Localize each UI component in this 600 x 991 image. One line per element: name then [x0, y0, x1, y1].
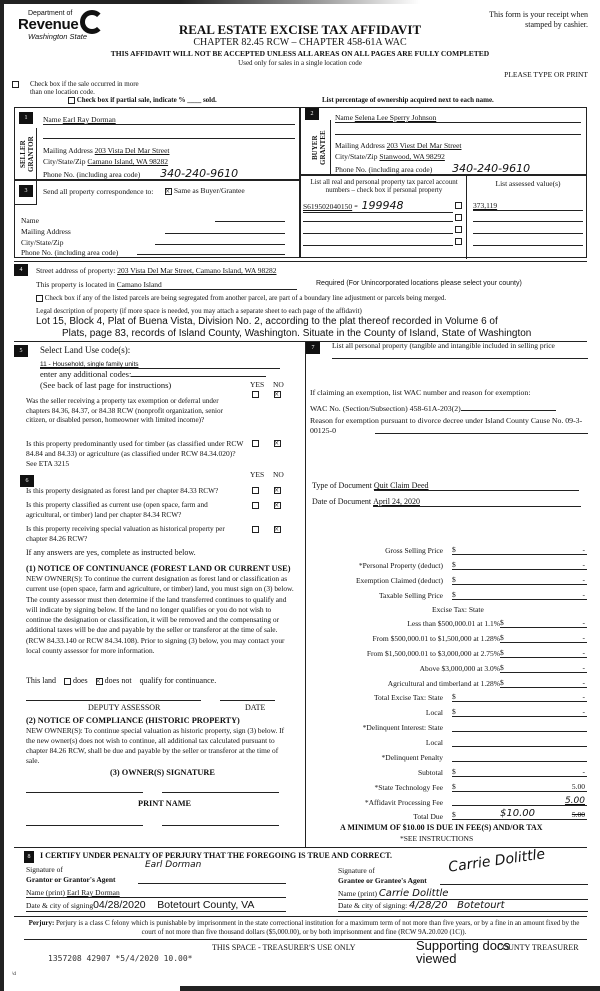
- segregate-row: Check box if any of the listed parcels are being segregated from another parcel, are part of a boundary line adjustment or parcels being merged.: [36, 294, 446, 302]
- assessed-value: 373,119: [473, 201, 583, 211]
- grantee-date-row: Date & city of signing: 4/28/20 Botetourt: [338, 900, 588, 912]
- seller-city[interactable]: Camano Island, WA 98282: [87, 157, 169, 166]
- partial-sale-row: [68, 96, 217, 104]
- total-label: *Affidavit Processing Fee: [364, 798, 443, 807]
- assessed-header: List assessed value(s): [495, 179, 561, 188]
- additional-codes-input[interactable]: [131, 376, 266, 377]
- gross-selling-price[interactable]: $ -: [452, 545, 585, 554]
- personal-property-checkbox-4[interactable]: [455, 238, 462, 245]
- grantee-sig-label-1: Signature of: [338, 866, 375, 875]
- taxable-selling-price[interactable]: $ -: [452, 590, 585, 599]
- grantee-name[interactable]: Carrie Dolittle: [378, 888, 449, 899]
- tier-label: From $500,000.01 to $1,500,000 at 1.28%: [372, 634, 500, 643]
- buyer-address[interactable]: 203 Viest Del Mar Street: [386, 141, 462, 150]
- delinquent-interest-state[interactable]: [452, 722, 587, 732]
- corr-phone-label: Phone No. (including area code): [21, 248, 119, 257]
- exemption-label: If claiming an exemption, list WAC number and reason for exemption:: [310, 388, 531, 397]
- section-number: 5: [14, 345, 28, 357]
- legal-line-1: Lot 15, Block 4, Plat of Buena Vista, Division No. 2, according to the plat thereof recorded in Volume 6 of: [36, 316, 498, 327]
- county-treasurer-label: COUNTY TREASURER: [497, 943, 579, 952]
- exemption-claimed[interactable]: $ -: [452, 575, 585, 584]
- d1-yes-checkbox[interactable]: [252, 487, 259, 494]
- d2-yes-checkbox[interactable]: [252, 502, 259, 509]
- seller-section: [14, 107, 300, 180]
- wac-number[interactable]: 458-61A-203(2): [409, 404, 461, 413]
- total-label: *Delinquent Interest: State: [362, 723, 443, 732]
- tier-label: Above $3,000,000 at 3.0%: [419, 664, 500, 673]
- section-number: 8: [24, 851, 34, 863]
- parcel-row-1: [303, 199, 453, 213]
- treasurer-stamp: 1357208 42907 *5/4/2020 10.00*: [48, 954, 193, 963]
- tier-2-value[interactable]: $ -: [500, 633, 585, 642]
- does-checkbox[interactable]: [64, 678, 71, 685]
- buyer-name-row: Name Selena Lee Sperry Johnson: [335, 113, 437, 122]
- grantor-signature[interactable]: Earl Dorman: [145, 860, 202, 870]
- logo-dept: Department of: [28, 10, 73, 17]
- minimum-note: A MINIMUM OF $10.00 IS DUE IN FEE(S) AND/OR TAX: [340, 823, 543, 832]
- deputy-assessor-label: DEPUTY ASSESSOR: [88, 703, 161, 712]
- d1-no-checkbox[interactable]: [274, 487, 281, 494]
- correspondence-label: Send all property correspondence to:: [43, 187, 154, 196]
- grantor-sig-label-2: Grantor or Grantor's Agent: [26, 875, 116, 884]
- total-due[interactable]: $ $10.00 5.00: [452, 808, 585, 819]
- form-title: REAL ESTATE EXCISE TAX AFFIDAVIT: [178, 22, 422, 37]
- total-excise-state[interactable]: $ -: [452, 692, 585, 701]
- exemption-reason[interactable]: pursuant to divorce decree under Island County Cause No. 09-3-00125-0: [310, 416, 583, 435]
- q1-yes-checkbox[interactable]: [252, 391, 259, 398]
- seller-phone-row: Phone No. (including area code) 340-240-9610: [43, 167, 256, 180]
- buyer-city[interactable]: Stanwood, WA 98292: [379, 152, 445, 161]
- d2-no-checkbox[interactable]: [274, 502, 281, 509]
- calc-label: Gross Selling Price: [385, 546, 443, 555]
- total-label: *State Technology Fee: [374, 783, 443, 792]
- multi-location-checkbox[interactable]: [12, 81, 19, 88]
- grantee-signature[interactable]: Carrie Dolittle: [447, 846, 547, 876]
- no-header-6: NO: [273, 470, 284, 479]
- designation-q2: Is this property classified as current use (open space, farm and agricultural, or timber) land per chapter 84.34 RCW?: [26, 500, 208, 519]
- ownership-note: List percentage of ownership acquired next to each name.: [322, 96, 494, 104]
- affidavit-processing-fee[interactable]: 5.00: [452, 796, 587, 806]
- logo-revenue: Revenue: [18, 16, 79, 33]
- section-number: 7: [306, 342, 320, 354]
- tier-label: From $1,500,000.01 to $3,000,000 at 2.75%: [366, 649, 500, 658]
- yes-header: YES: [250, 380, 265, 389]
- does-not-checkbox[interactable]: [96, 678, 103, 685]
- reason-row: Reason for exemption pursuant to divorce decree under Island County Cause No. 09-3-00125-0: [310, 416, 583, 435]
- street-row: Street address of property: 203 Vista Del Mar Street, Camano Island, WA 98282: [36, 266, 277, 275]
- total-excise-local[interactable]: $ -: [452, 707, 585, 716]
- scan-edge-top: [0, 0, 600, 4]
- same-as-buyer-checkbox[interactable]: [165, 188, 172, 195]
- owner-signature-label: (3) OWNER(S) SIGNATURE: [110, 768, 215, 777]
- total-label: *Delinquent Penalty: [381, 753, 443, 762]
- doc-type-row: Type of Document Quit Claim Deed: [312, 481, 579, 491]
- multi-location-label: Check box if the sale occurred in more than one location code.: [30, 80, 139, 96]
- required-note: Required (For Unincorporated locations please select your county): [316, 280, 522, 287]
- grantor-name[interactable]: Earl Ray Dorman: [66, 888, 120, 897]
- logo-state: Washington State: [28, 32, 88, 41]
- legal-line-2: Plats, page 83, records of Island County, Washington. Situate in the County of Island, State of Washington: [62, 328, 532, 339]
- personal-property-label: List all personal property (tangible and intangible included in selling price: [332, 341, 555, 350]
- form-chapter: CHAPTER 82.45 RCW – CHAPTER 458-61A WAC: [193, 37, 407, 48]
- parcels-header: List all real and personal property tax parcel account numbers – check box if personal property: [310, 178, 458, 194]
- parcel-handwritten: - 199948: [354, 199, 404, 212]
- tier-1-value[interactable]: $ -: [500, 618, 585, 627]
- delinquent-interest-local[interactable]: [452, 737, 587, 747]
- yes-header-6: YES: [250, 470, 265, 479]
- date-label: DATE: [245, 703, 266, 712]
- buyer-side-label: BUYER GRANTEE: [311, 130, 327, 166]
- perjury-note: Perjury: Perjury is a class C felony which is punishable by imprisonment in the state correctional institution for a maximum term of not more than five years, or by a fine in an amount fixed by the court of not more than five thousand dollars ($5,000.00), or by both imprisonment and fine (RCW 9A.20.020 (1C)).: [28, 919, 580, 936]
- notice2-text: NEW OWNER(S): To continue special valuation as historic property, sign (3) below. If the new owner(s) does not wish to continue, all additional tax calculated pursuant to chapter 84.26 RCW, shall be due and payable by the seller or transferor at the time of sale.: [26, 726, 285, 765]
- seller-phone[interactable]: 340-240-9610: [142, 167, 256, 181]
- personal-property-checkbox-3[interactable]: [455, 226, 462, 233]
- seller-address[interactable]: 203 Vista Del Mar Street: [94, 146, 170, 155]
- notice1-text: NEW OWNER(S): To continue the current designation as forest land or classification as current use (open space, farm and agriculture, or timber) land, you must sign on (3) below. The county assessor must then determine if the land transferred continues to qualify and will indicate by signing below. If the land no longer qualifies or you do not wish to continue the designation or classification, it will be removed and the compensating or additional taxes will be due and payable by the seller or transferor at the time of sale. (RCW 84.33.140 or RCW 84.34.108). Prior to signing (3) below, you may contact your local county assessor for more information.: [26, 574, 294, 656]
- buyer-city-row: City/State/Zip Stanwood, WA 98292: [335, 152, 445, 161]
- located-row: This property is located in Camano Island: [36, 280, 297, 290]
- see-instructions: *SEE INSTRUCTIONS: [400, 834, 474, 843]
- total-label: Local: [425, 708, 443, 717]
- buyer-address-row: Mailing Address 203 Viest Del Mar Street: [335, 141, 462, 150]
- personal-property-checkbox-2[interactable]: [455, 214, 462, 221]
- corr-city-label: City/State/Zip: [21, 238, 64, 247]
- grantor-date-row: Date & city of signing04/28/2020 Botetourt County, VA: [26, 899, 286, 912]
- total-label: Total Excise Tax: State: [373, 693, 443, 702]
- personal-property-checkbox-1[interactable]: [455, 202, 462, 209]
- subtotal[interactable]: $ -: [452, 767, 585, 776]
- tier-5-value[interactable]: $ -: [500, 678, 585, 687]
- grantor-name-row: Name (print) Earl Ray Dorman: [26, 888, 286, 898]
- personal-property-deduct[interactable]: $ -: [452, 560, 585, 569]
- calc-label: Exemption Claimed (deduct): [355, 576, 443, 585]
- d3-yes-checkbox[interactable]: [252, 526, 259, 533]
- seller-name[interactable]: Earl Ray Dorman: [62, 115, 116, 124]
- treasurer-use-label: THIS SPACE - TREASURER'S USE ONLY: [212, 943, 356, 952]
- tier-label: Agricultural and timberland at 1.28%: [387, 679, 500, 688]
- buyer-phone-row: Phone No. (including area code) 340-240-9610: [335, 162, 548, 175]
- notice2-title: (2) NOTICE OF COMPLIANCE (HISTORIC PROPERTY): [26, 716, 240, 725]
- section-number: 6: [20, 475, 34, 487]
- calc-label: *Personal Property (deduct): [358, 561, 443, 570]
- legal-label: Legal description of property (if more space is needed, you may attach a separate sheet to each page of the affidavit): [36, 307, 362, 315]
- doc-date[interactable]: April 24, 2020: [373, 497, 581, 507]
- excise-header: Excise Tax: State: [432, 605, 484, 614]
- wac-row: WAC No. (Section/Subsection) 458-61A-203(2): [310, 404, 556, 413]
- corr-address-label: Mailing Address: [21, 227, 71, 236]
- partial-sale-checkbox[interactable]: [68, 97, 75, 104]
- delinquent-penalty[interactable]: [452, 752, 587, 762]
- state-technology-fee[interactable]: $ 5.00: [452, 782, 585, 791]
- total-due-struck: 5.00: [571, 810, 585, 819]
- continuance-row: This land does × does not qualify for continuance.: [26, 676, 216, 685]
- scan-edge-bottom: [180, 986, 600, 991]
- please-type: PLEASE TYPE OR PRINT: [504, 70, 588, 79]
- property-street[interactable]: 203 Vista Del Mar Street, Camano Island, WA 98282: [117, 266, 277, 275]
- same-as-buyer-row: × Same as Buyer/Grantee: [165, 186, 245, 195]
- land-use-label: Select Land Use code(s):: [40, 345, 131, 355]
- receipt-note: This form is your receipt when stamped by cashier.: [489, 10, 588, 29]
- section-number: 4: [14, 264, 28, 276]
- corr-name-label: Name: [21, 216, 39, 225]
- segregate-checkbox[interactable]: [36, 295, 43, 302]
- seller-city-row: City/State/Zip Camano Island, WA 98282: [43, 157, 169, 166]
- property-located[interactable]: Camano Island: [117, 280, 297, 290]
- d3-no-checkbox[interactable]: [274, 526, 281, 533]
- buyer-section: [300, 107, 587, 175]
- seller-side-label: SELLER GRANTOR: [19, 136, 35, 172]
- grantor-sig-label-1: Signature of: [26, 865, 63, 874]
- partial-sale-label: Check box if partial sale, indicate % ____ sold.: [76, 96, 217, 104]
- additional-codes-row: enter any additional codes:: [40, 369, 266, 379]
- section-number: 3: [19, 185, 33, 197]
- seller-address-row: Mailing Address 203 Vista Del Mar Street: [43, 146, 170, 155]
- total-due-handwritten: $10.00: [500, 808, 535, 819]
- form-used-only: Used only for sales in a single location code: [238, 59, 362, 67]
- doc-date-row: Date of Document April 24, 2020: [312, 497, 581, 507]
- tier-3-value[interactable]: $ -: [500, 648, 585, 657]
- instructions-note: (See back of last page for instructions): [40, 380, 172, 390]
- supporting-docs-stamp: Supporting docs viewed: [416, 938, 510, 966]
- grantor-date[interactable]: 04/28/2020 Botetourt County, VA: [93, 899, 255, 911]
- tier-4-value[interactable]: $ -: [500, 663, 585, 672]
- form-warning: THIS AFFIDAVIT WILL NOT BE ACCEPTED UNLESS ALL AREAS ON ALL PAGES ARE FULLY COMPLETED: [110, 49, 490, 58]
- certify-statement: I CERTIFY UNDER PENALTY OF PERJURY THAT THE FOREGOING IS TRUE AND CORRECT.: [40, 851, 393, 860]
- buyer-name[interactable]: Selena Lee Sperry Johnson: [354, 113, 437, 122]
- calc-label: Taxable Selling Price: [378, 591, 443, 600]
- land-use-q1: Was the seller receiving a property tax exemption or deferral under chapters 84.36, 84.37, or 84.38 RCW (nonprofit organization, senior citizen, or disabled person, homeowner with limited income)?: [26, 397, 223, 424]
- section-number: 1: [19, 112, 33, 124]
- designation-q1: Is this property designated as forest land per chapter 84.33 RCW?: [26, 486, 219, 495]
- q2-yes-checkbox[interactable]: [252, 440, 259, 447]
- scan-edge-left: [0, 0, 4, 991]
- print-name-label: PRINT NAME: [138, 799, 192, 808]
- q2-no-checkbox[interactable]: [274, 440, 281, 447]
- doc-type[interactable]: Quit Claim Deed: [374, 481, 579, 491]
- parcel-number[interactable]: S619502040150: [303, 202, 353, 211]
- total-label: Total Due: [413, 812, 443, 821]
- land-use-q2: Is this property predominantly used for timber (as classified under RCW 84.84 and 84.33) or agriculture (as classified under RCW 84.34.020)? See ETA 3215: [26, 439, 244, 468]
- section-number: 2: [305, 108, 319, 120]
- total-label: Subtotal: [417, 768, 443, 777]
- grantee-name-row: Name (print) Carrie Dolittle: [338, 888, 588, 900]
- no-header: NO: [273, 380, 284, 389]
- grantee-sig-label-2: Grantee or Grantee's Agent: [338, 876, 427, 885]
- parcels-section: [300, 175, 587, 258]
- land-use-code: 11 - Household, single family units: [40, 361, 280, 369]
- q1-no-checkbox[interactable]: [274, 391, 281, 398]
- seller-name-row: Name Earl Ray Dorman: [43, 115, 116, 124]
- corner-mark: \d: [12, 972, 16, 977]
- total-label: Local: [425, 738, 443, 747]
- if-yes-note: If any answers are yes, complete as instructed below.: [26, 548, 196, 557]
- designation-q3: Is this property receiving special valuation as historical property per chapter 84.26 RCW?: [26, 524, 225, 543]
- notice1-title: (1) NOTICE OF CONTINUANCE (FOREST LAND OR CURRENT USE): [26, 564, 291, 573]
- grantee-date[interactable]: 4/28/20 Botetourt: [409, 900, 505, 911]
- buyer-phone[interactable]: 340-240-9610: [434, 162, 548, 176]
- tier-label: Less than $500,000.01 at 1.1%: [407, 619, 500, 628]
- correspondence-section: [14, 180, 300, 258]
